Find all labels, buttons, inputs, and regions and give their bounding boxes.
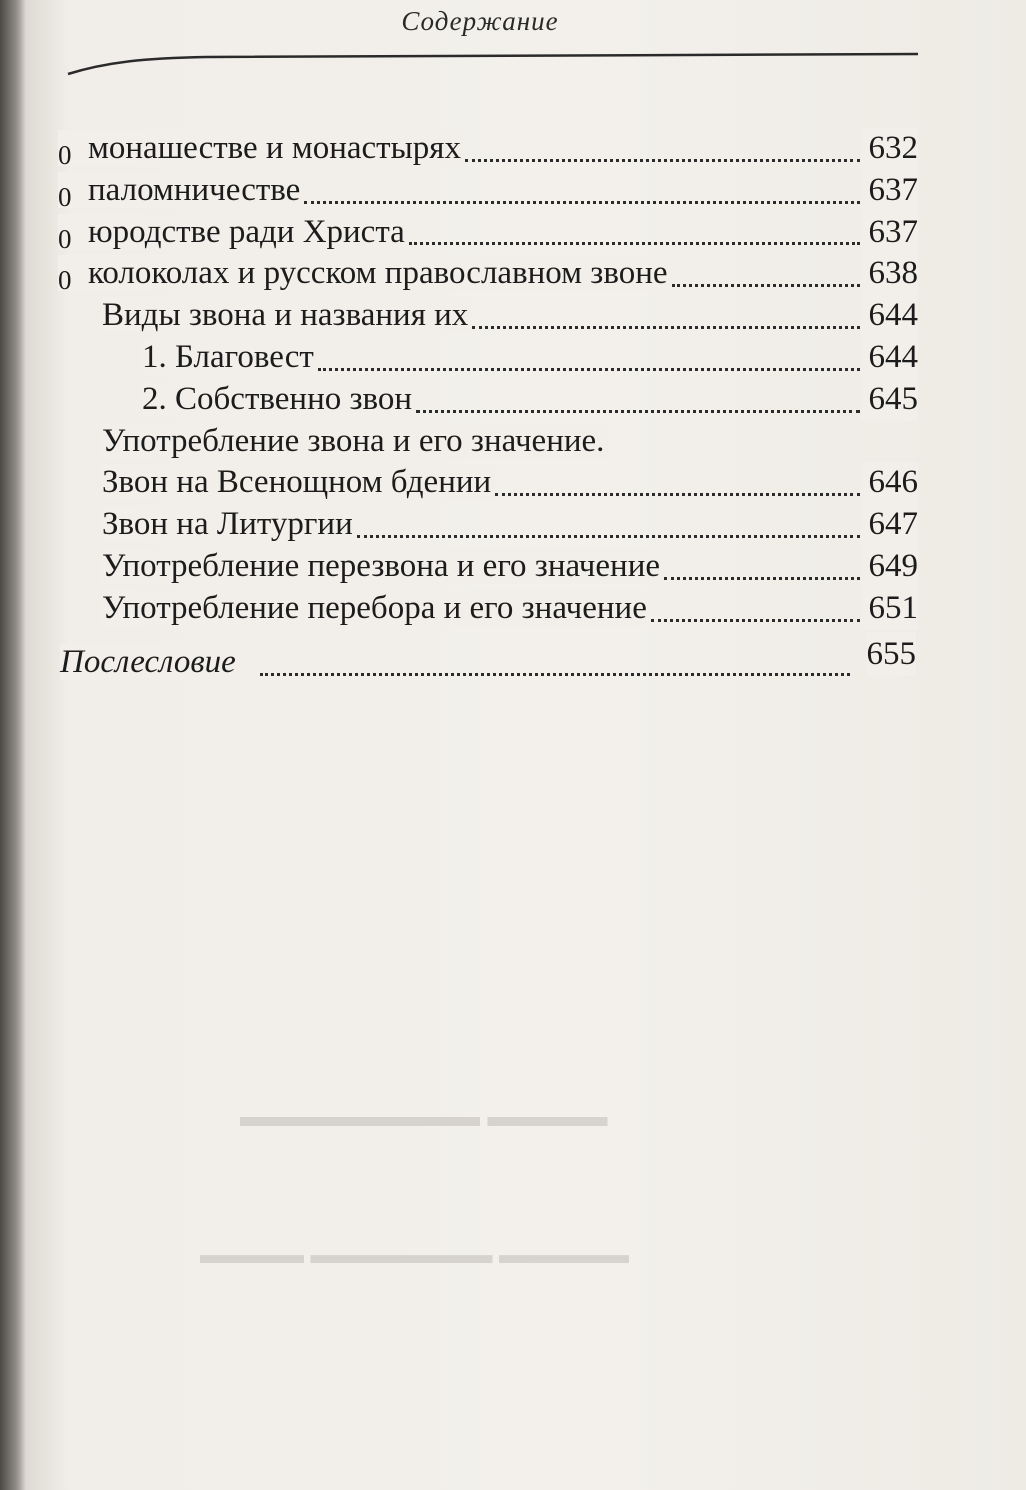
toc-row[interactable]: [58, 170, 918, 212]
toc-row[interactable]: [58, 379, 918, 421]
toc-entry-label: 2. Собственно звон: [142, 380, 413, 417]
toc-row[interactable]: [58, 421, 918, 463]
toc-entry-label: юродстве ради Христа: [88, 213, 405, 250]
toc-row[interactable]: [58, 212, 918, 254]
toc-page-number: 637: [861, 212, 919, 254]
toc-entry-label: Послесловие: [60, 644, 242, 680]
toc-page-number: 644: [861, 295, 919, 337]
toc-page-number: 647: [861, 504, 919, 546]
toc-entry-label: Звон на Всенощном бдении: [102, 464, 492, 501]
toc-entry-label: Употребление звона и его значение.: [102, 422, 605, 459]
toc-entry-label: 1. Благовест: [142, 338, 314, 375]
toc-entry-label: колоколах и русском православном звоне: [88, 255, 668, 292]
toc-row[interactable]: [58, 588, 918, 630]
toc-entry: [102, 506, 357, 542]
toc-entry-prefix: 0: [58, 181, 72, 212]
toc-page-number: 645: [861, 379, 919, 421]
show-through-text: ▬▬▬▬ ▬▬▬▬▬▬▬▬: [240, 1100, 608, 1133]
toc-row[interactable]: [58, 546, 918, 588]
toc-page-number: 649: [861, 546, 919, 588]
toc-entry-label: монашестве и монастырях: [88, 130, 461, 166]
toc-entry-label: паломничестве: [88, 171, 301, 208]
book-spine-shadow: [0, 0, 26, 1490]
toc-page-number: 632: [861, 128, 919, 170]
leader-dots: [304, 201, 860, 204]
toc-page-number: 655: [867, 632, 917, 676]
toc-entry: [102, 464, 495, 500]
leader-dots: [664, 577, 860, 580]
leader-dots: [465, 159, 860, 162]
show-through-text: ▬▬▬▬▬ ▬▬▬▬▬▬▬ ▬▬▬▬: [200, 1240, 629, 1269]
toc-entry-prefix: 0: [58, 265, 72, 296]
toc-page-number: 638: [861, 253, 919, 295]
toc-row[interactable]: [58, 128, 918, 170]
toc-entry: [102, 590, 651, 626]
leader-dots: [409, 242, 860, 245]
leader-dots: [416, 410, 860, 413]
leader-dots: [357, 535, 860, 538]
toc-page-number: 637: [861, 170, 919, 212]
toc-row[interactable]: [58, 295, 918, 337]
toc-entry-label: Виды звона и названия их: [102, 297, 469, 334]
running-header: Содержание: [401, 6, 559, 36]
toc-page-number: 651: [861, 588, 919, 630]
leader-dots: [472, 326, 860, 329]
toc-entry: [102, 548, 664, 584]
toc-entry: [102, 423, 608, 459]
leader-dots: [318, 368, 860, 371]
toc-entry: [58, 213, 409, 254]
toc-page-number: 644: [861, 337, 919, 379]
toc-entry-prefix: 0: [58, 140, 72, 170]
toc-entry: [58, 255, 672, 296]
toc-entry-label: Употребление перезвона и его значение: [102, 547, 661, 584]
leader-dots: [651, 619, 860, 622]
leader-dots: [672, 284, 860, 287]
toc-entry: [58, 130, 465, 170]
toc-entry-prefix: 0: [58, 223, 72, 254]
toc-row[interactable]: [58, 462, 918, 504]
toc-entry: [142, 381, 416, 417]
toc-entry-label: Употребление перебора и его значение: [102, 589, 647, 626]
leader-dots: [495, 493, 860, 496]
toc-entry: [102, 297, 472, 333]
toc-row-afterword[interactable]: [60, 636, 916, 684]
header-rule: [66, 48, 918, 78]
toc-entry-label: Звон на Литургии: [102, 506, 353, 543]
toc-entry: [142, 339, 318, 375]
toc-page-number: 646: [861, 462, 919, 504]
table-of-contents: [58, 128, 918, 630]
toc-row[interactable]: [58, 504, 918, 546]
leader-dots: [260, 673, 850, 676]
toc-row[interactable]: [58, 337, 918, 379]
toc-entry: [58, 171, 304, 212]
toc-row[interactable]: [58, 253, 918, 295]
